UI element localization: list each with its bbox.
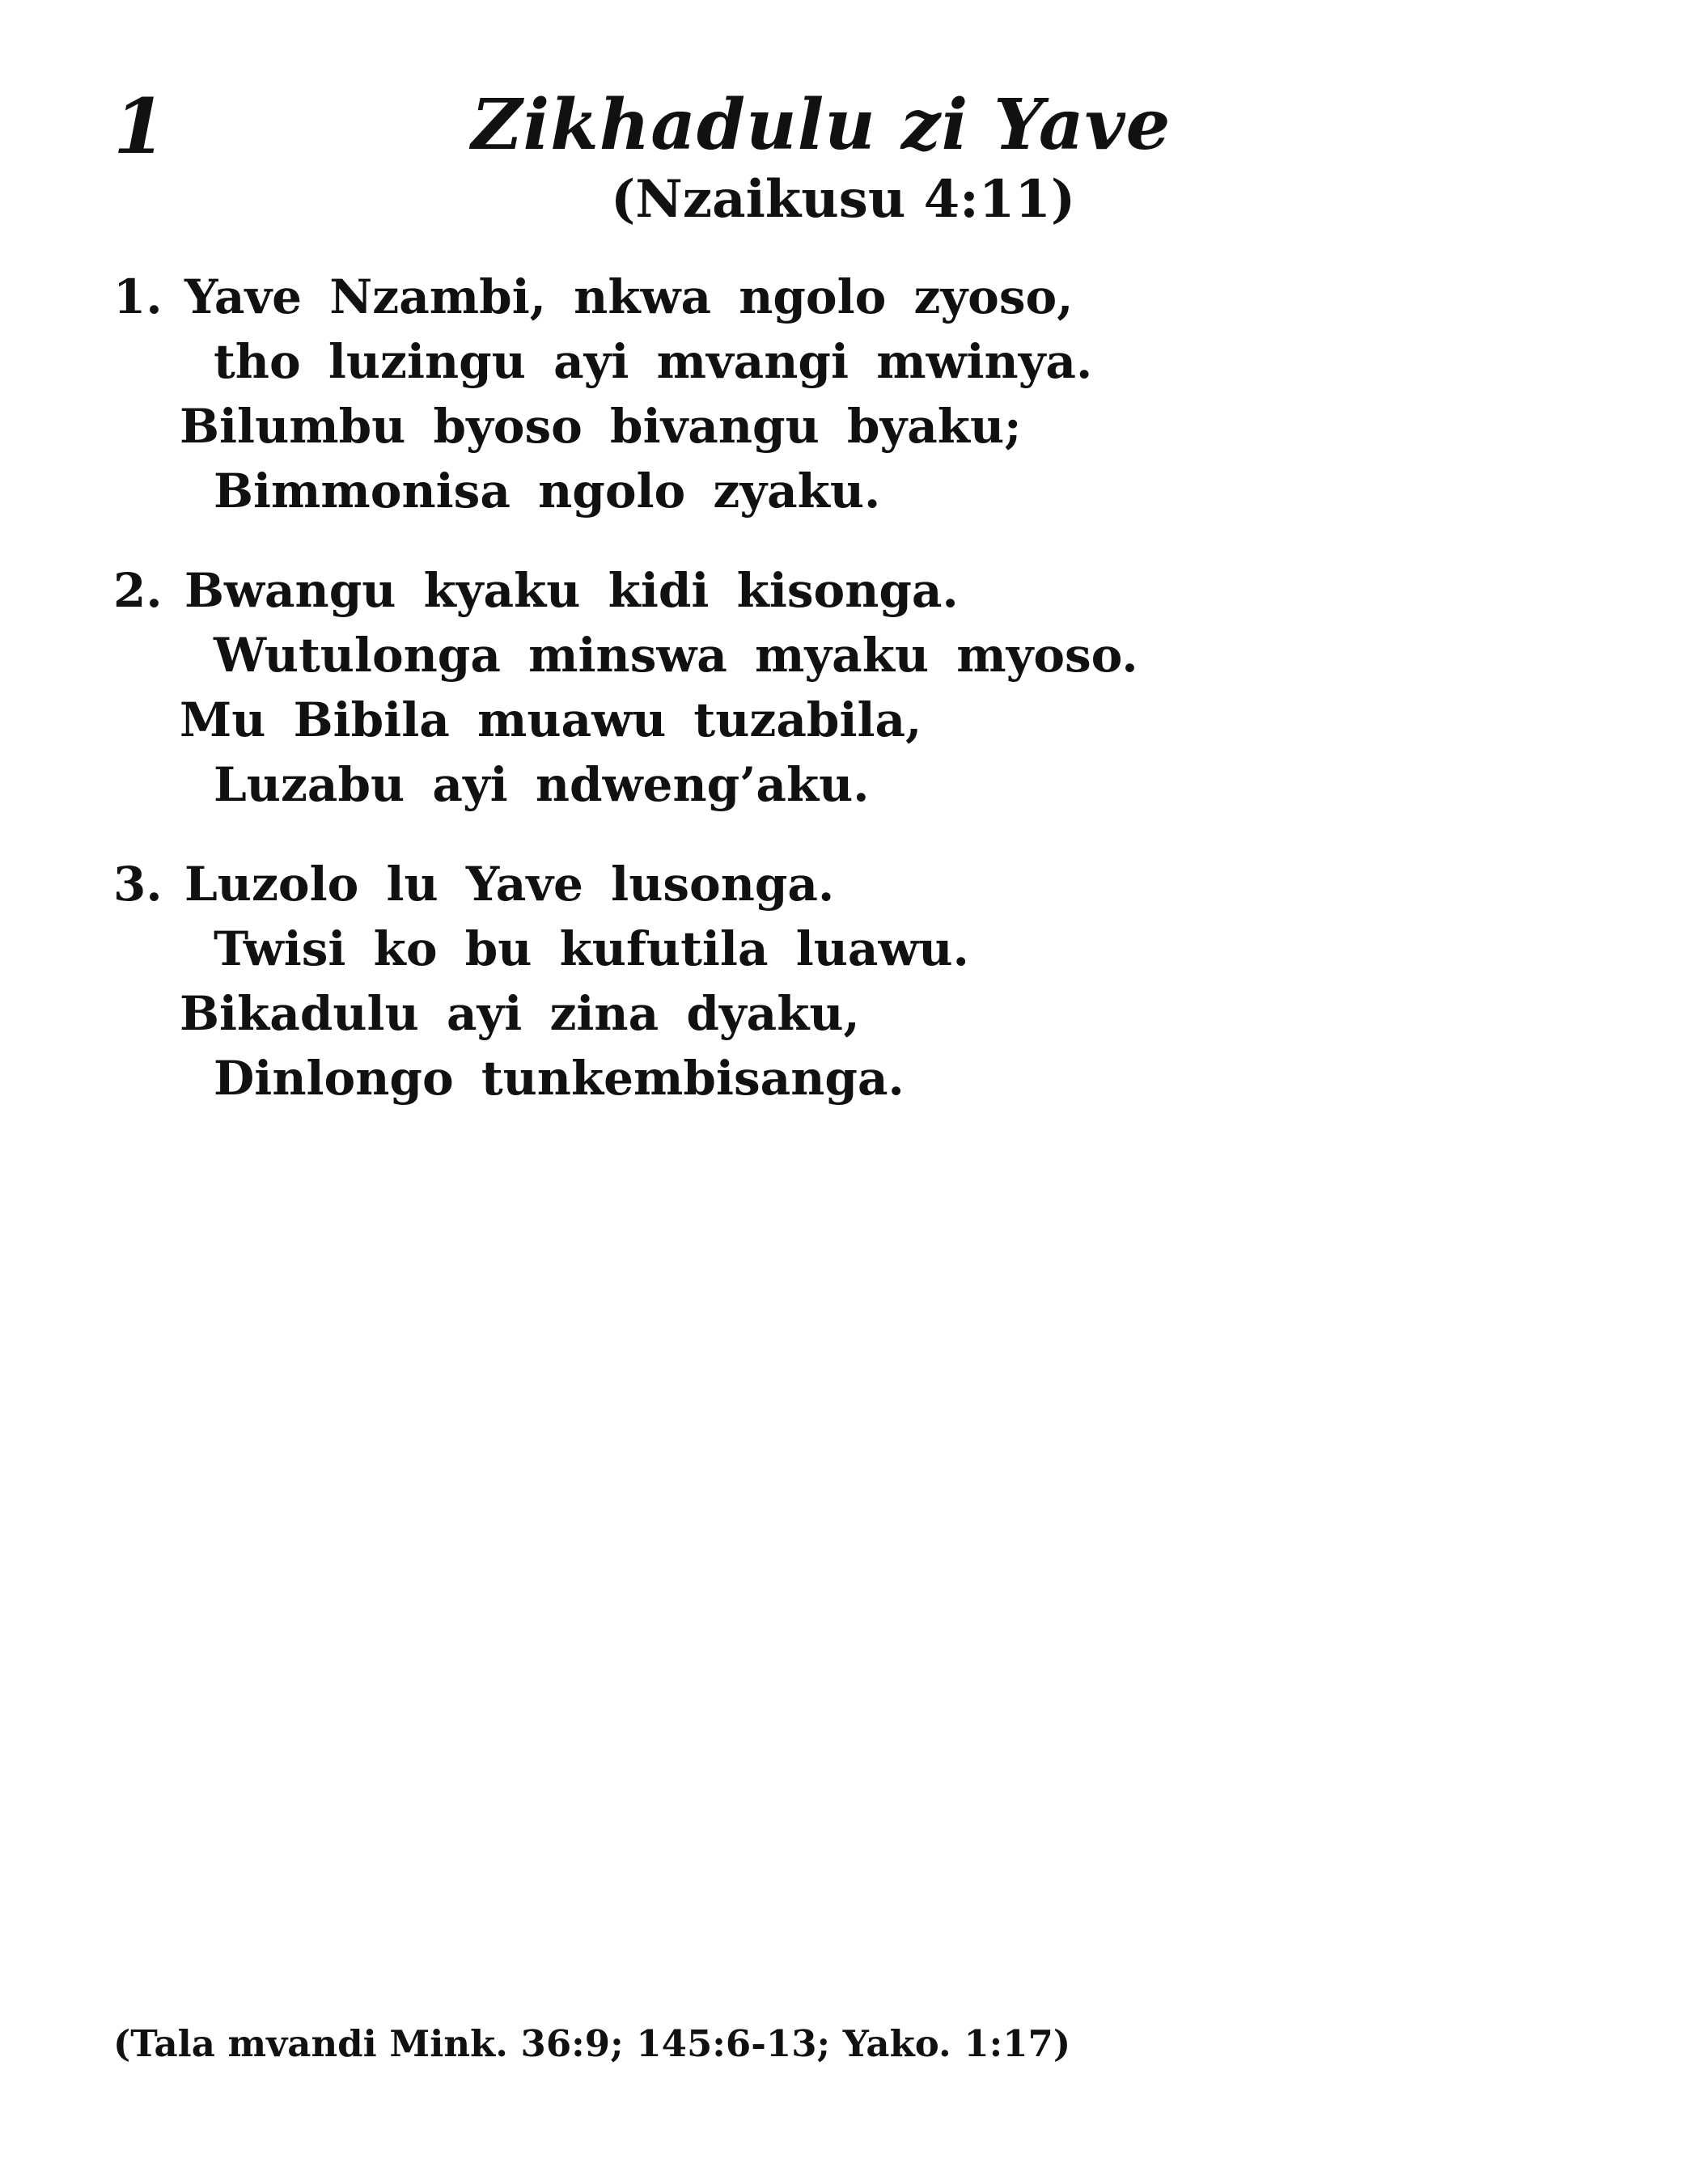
verse-line: Bilumbu byoso bivangu byaku;: [180, 399, 1022, 454]
verse-line: Twisi ko bu kufutila luawu.: [214, 921, 969, 976]
verse-line: Luzabu ayi ndweng’aku.: [214, 757, 870, 812]
song-title: Zikhadulu zi Yave: [471, 84, 1172, 166]
verse-3: [113, 852, 969, 1111]
verse-line: Bikadulu ayi zina dyaku,: [180, 986, 860, 1041]
verse-line: [113, 852, 969, 916]
verse-2: [113, 558, 1138, 817]
verse-line-text: Yave Nzambi, nkwa ngolo zyoso,: [184, 269, 1074, 324]
verse-1: [113, 265, 1092, 523]
verse-line: [113, 265, 1092, 329]
song-number: 1: [113, 83, 167, 171]
scripture-reference: (Nzaikusu 4:11): [611, 169, 1076, 230]
verse-line: [113, 558, 1138, 623]
verse-line: Dinlongo tunkembisanga.: [214, 1051, 905, 1106]
verse-number: 1.: [113, 269, 163, 324]
verse-number: 2.: [113, 563, 163, 618]
verse-line: Wutulonga minswa myaku myoso.: [214, 628, 1138, 683]
verse-line: tho luzingu ayi mvangi mwinya.: [214, 334, 1093, 389]
verse-line-text: Bwangu kyaku kidi kisonga.: [184, 563, 959, 618]
verse-number: 3.: [113, 857, 163, 912]
footnote-references: (Tala mvandi Mink. 36:9; 145:6-13; Yako. 1:17): [113, 2022, 1071, 2065]
verse-line-text: Luzolo lu Yave lusonga.: [184, 857, 835, 912]
verse-line: Bimmonisa ngolo zyaku.: [214, 463, 881, 518]
verse-line: Mu Bibila muawu tuzabila,: [180, 692, 922, 747]
